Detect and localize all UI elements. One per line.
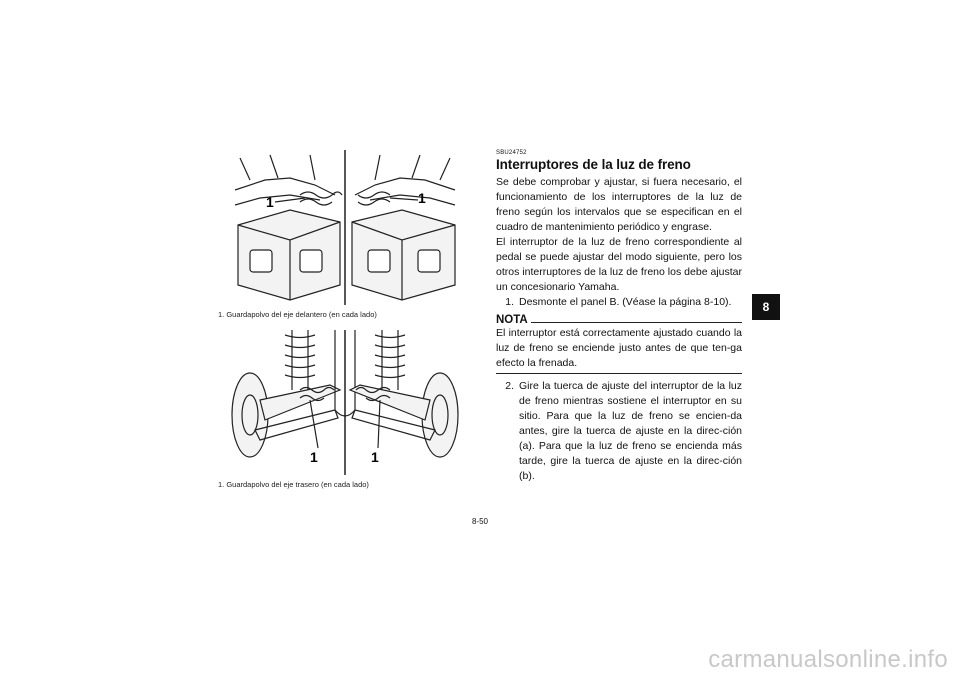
nota-label: NOTA (496, 314, 528, 326)
section-title: Interruptores de la luz de freno (496, 157, 691, 172)
step-1 (496, 295, 742, 310)
rear-label-right: 1 (371, 449, 379, 465)
watermark: carmanualsonline.info (708, 646, 948, 673)
front-label-right: 1 (418, 190, 426, 206)
paragraph-2: El interruptor de la luz de freno correspondiente al pedal se puede ajustar del modo siguiente, pero los otros interruptores de la luz de freno los debe ajustar un concesionario Yamaha. (496, 236, 742, 293)
front-figure-caption: 1. Guardapolvo del eje delantero (en cada lado) (218, 310, 377, 319)
nota-box (496, 314, 742, 374)
step-2-number: 2. (505, 380, 514, 392)
step-1-number: 1. (505, 296, 514, 308)
nota-rule (531, 322, 742, 323)
rear-label-left: 1 (310, 449, 318, 465)
page-number: 8-50 (471, 517, 488, 526)
step-2-text: Gire la tuerca de ajuste del interruptor de la luz de freno mientras sostiene el interruptor en su sitio. Para que la luz de freno se encien-da antes, gire la tuerca de ajuste en la direc-ción (a). Para que la luz de freno se encienda más tarde, gire la tuerca de ajuste en la direc-ción (b). (519, 380, 742, 482)
chapter-tab: 8 (752, 294, 780, 320)
step-1-text: Desmonte el panel B. (Véase la página 8-10). (519, 296, 732, 308)
front-axle-boot-figure (230, 150, 460, 305)
paragraph-1: Se debe comprobar y ajustar, si fuera necesario, el funcionamiento de los interruptores de la luz de freno según los intervalos que se especifican en el cuadro de mantenimiento periódico y engrase. (496, 176, 742, 233)
nota-text: El interruptor está correctamente ajustado cuando la luz de freno se enciende justo antes de que ten-ga efecto la frenada. (496, 327, 742, 369)
brake-light-section (496, 150, 742, 484)
front-label-left: 1 (266, 194, 274, 210)
rear-figure-caption: 1. Guardapolvo del eje trasero (en cada lado) (218, 480, 369, 489)
section-code: SBU24752 (496, 150, 527, 156)
rear-axle-boot-figure (230, 330, 460, 475)
step-2 (496, 379, 742, 484)
nota-end-rule (496, 373, 742, 374)
